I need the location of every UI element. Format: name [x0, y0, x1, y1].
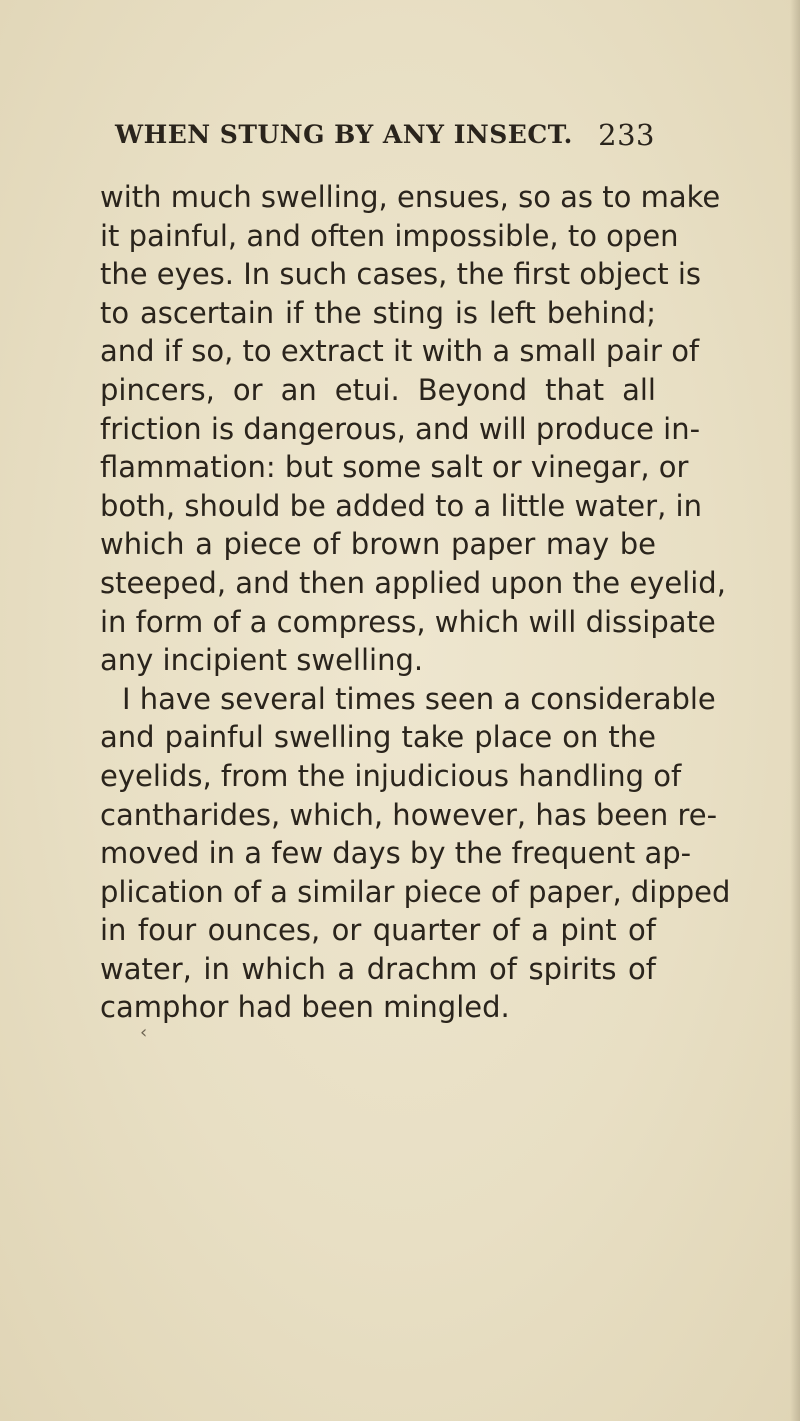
- text-line: to ascertain if the sting is left behind;: [100, 295, 656, 330]
- text-line: with much swelling, ensues, so as to make: [100, 180, 721, 214]
- text-line: I have several times seen a considerable: [122, 681, 716, 716]
- text-line: plication of a similar piece of paper, dipped: [100, 874, 731, 909]
- body-text: [100, 178, 731, 1027]
- text-line: cantharides, which, however, has been re-: [100, 797, 718, 832]
- text-line: eyelids, from the injudicious handling of: [100, 758, 682, 793]
- text-line: the eyes. In such cases, the first object is: [100, 257, 702, 292]
- text-line: and painful swelling take place on the: [100, 720, 656, 755]
- text-line: steeped, and then applied upon the eyelid,: [100, 565, 726, 600]
- running-title: WHEN STUNG BY ANY INSECT.: [115, 120, 573, 149]
- page-number: 233: [598, 118, 655, 152]
- text-line: both, should be added to a little water, in: [100, 488, 702, 523]
- text-line: which a piece of brown paper may be: [100, 527, 656, 562]
- text-line: moved in a few days by the frequent ap-: [100, 836, 692, 871]
- running-head: [115, 118, 655, 158]
- text-line: and if so, to extract it with a small pair of: [100, 334, 700, 369]
- text-line: water, in which a drachm of spirits of: [100, 951, 656, 986]
- text-line: any incipient swelling.: [100, 643, 424, 678]
- text-line: flammation: but some salt or vinegar, or: [100, 450, 689, 485]
- stray-mark: ‹: [140, 1022, 148, 1043]
- text-line: in form of a compress, which will dissipate: [100, 604, 716, 639]
- text-line: friction is dangerous, and will produce in-: [100, 411, 701, 446]
- text-line: camphor had been mingled.: [100, 990, 510, 1025]
- page-edge-shadow: [790, 0, 800, 1421]
- text-line: it painful, and often impossible, to open: [100, 218, 679, 253]
- text-line: in four ounces, or quarter of a pint of: [100, 913, 656, 948]
- text-line: pincers, or an etui. Beyond that all: [100, 372, 656, 407]
